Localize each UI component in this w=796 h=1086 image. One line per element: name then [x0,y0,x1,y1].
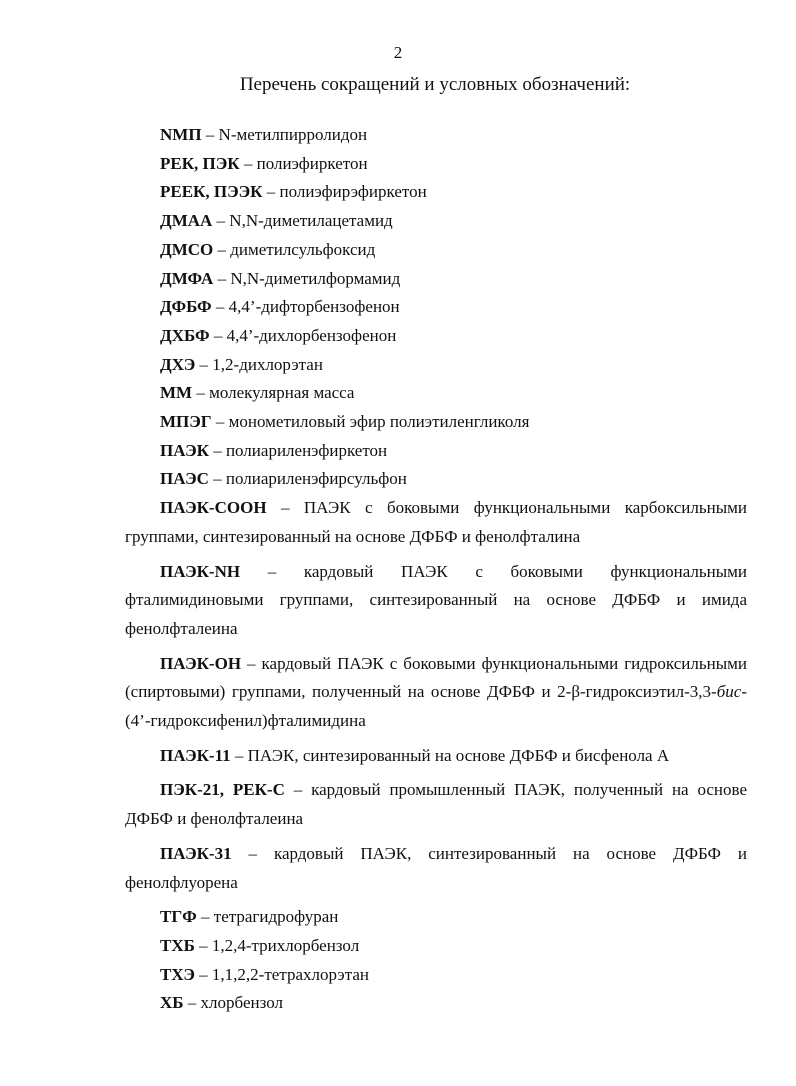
abbreviation-term: МПЭГ [160,412,212,432]
abbreviation-term: ДМСО [160,239,214,259]
abbreviation-entry: ПАЭК-31 – кардовый ПАЭК, синтезированный на основе ДФБФ и фенолфлуорена [125,843,747,892]
abbreviation-term: ДМФА [160,268,214,288]
abbreviation-entry: ПАЭК – полиариленэфиркетон [160,440,388,460]
abbreviation-definition: молекулярная масса [209,383,355,403]
abbreviation-definition: монометиловый эфир полиэтиленгликоля [228,412,530,432]
abbreviation-definition: ПАЭК с боковыми функциональными карбоксильными группами, синтезированный на основе ДФБФ и фенолфталина [125,498,747,546]
abbreviation-term: ПАЭС [160,469,209,489]
abbreviation-term: ДМАА [160,211,213,231]
abbreviation-definition: 1,2-дихлорэтан [212,354,323,374]
abbreviation-definition: диметилсульфоксид [230,239,376,259]
abbreviation-entry: ДФБФ – 4,4’-дифторбензофенон [160,297,400,317]
abbreviation-definition: хлорбензол [200,993,283,1013]
abbreviation-entry: РЕК, ПЭК – полиэфиркетон [160,153,368,173]
abbreviation-definition: кардовый промышленный ПАЭК, полученный на основе ДФБФ и фенолфталеина [125,780,747,829]
abbreviation-term: ПАЭК-11 [160,745,231,765]
abbreviation-term: ТХЭ [160,964,195,984]
page-title: Перечень сокращений и условных обозначений: [239,74,631,95]
abbreviation-entry: ТГФ – тетрагидрофуран [160,907,339,927]
abbreviation-definition: ПАЭК, синтезированный на основе ДФБФ и бисфенола А [247,745,670,765]
abbreviation-definition: тетрагидрофуран [213,907,339,927]
abbreviation-term: ХБ [160,993,184,1013]
abbreviation-definition: 4,4’-дихлорбензофенон [226,325,397,345]
abbreviation-entry: ДХЭ – 1,2-дихлорэтан [160,354,323,374]
abbreviation-definition: полиариленэфиркетон [225,440,388,460]
abbreviation-entry: ПАЭК-OH – кардовый ПАЭК с боковыми функциональными гидроксильными (спиртовыми) группами, полученный на основе ДФБФ и 2-β-гидроксиэтил-3,3-бис-(4’-гидроксифенил)фталимидина [125,653,747,731]
abbreviation-term: ТХБ [160,935,195,955]
abbreviation-term: ДХБФ [160,325,210,345]
page-number: 2 [393,43,403,62]
abbreviation-definition-tail: -(4’-гидроксифенил)фталимидина [125,682,747,731]
abbreviation-term: РЕЕК, ПЭЭК [160,182,263,202]
abbreviation-definition: 1,1,2,2-тетрахлорэтан [211,964,369,984]
abbreviation-term: ПАЭК-31 [160,843,232,863]
abbreviation-definition: полиэфиркетон [256,153,368,173]
abbreviation-definition: кардовый ПАЭК с боковыми функциональными фталимидиновыми группами, синтезированный на основе ДФБФ и имида фенолфталеина [125,561,748,638]
abbreviation-definition: 1,2,4-трихлорбензол [211,935,360,955]
abbreviation-entry: NМП – N-метилпирролидон [160,125,368,144]
abbreviation-term: РЕК, ПЭК [160,153,240,173]
abbreviation-entry: ДМФА – N,N-диметилформамид [160,268,401,288]
abbreviation-entry: ПАЭК-COOH – ПАЭК с боковыми функциональными карбоксильными группами, синтезированный на основе ДФБФ и фенолфталина [125,498,747,546]
abbreviation-term: ПЭК-21, РЕК-С [160,780,285,800]
abbreviation-term: ТГФ [160,907,197,927]
abbreviation-entry: МПЭГ – монометиловый эфир полиэтиленгликоля [160,412,530,432]
abbreviation-entry: ХБ – хлорбензол [160,993,283,1013]
abbreviation-entry: ПАЭС – полиариленэфирсульфон [160,469,407,489]
abbreviation-term: ДФБФ [160,297,212,317]
abbreviation-definition: кардовый ПАЭК с боковыми функциональными гидроксильными (спиртовыми) группами, полученный на основе ДФБФ и 2-β-гидроксиэтил-3,3- [125,653,747,702]
abbreviation-entry: ДМАА – N,N-диметилацетамид [160,211,393,231]
abbreviation-entry: ПАЭК-11 – ПАЭК, синтезированный на основе ДФБФ и бисфенола А [160,745,670,765]
abbreviation-definition: кардовый ПАЭК, синтезированный на основе ДФБФ и фенолфлуорена [125,843,747,892]
abbreviation-entry: ПАЭК-NH – кардовый ПАЭК с боковыми функциональными фталимидиновыми группами, синтезированный на основе ДФБФ и имида фенолфталеина [125,561,748,638]
abbreviation-definition: N,N-диметилацетамид [229,211,393,231]
abbreviation-entry: ПЭК-21, РЕК-С – кардовый промышленный ПАЭК, полученный на основе ДФБФ и фенолфталеина [125,780,747,829]
abbreviation-entry: ДМСО – диметилсульфоксид [160,239,376,259]
abbreviation-definition: полиариленэфирсульфон [225,469,407,489]
abbreviation-entry: ТХБ – 1,2,4-трихлорбензол [160,935,360,955]
abbreviation-definition: 4,4’-дифторбензофенон [228,297,400,317]
abbreviation-term: NМП [160,125,202,144]
abbreviation-entry: ТХЭ – 1,1,2,2-тетрахлорэтан [160,964,369,984]
abbreviation-definition: N,N-диметилформамид [230,268,401,288]
abbreviation-term: ПАЭК-OH [160,653,242,673]
abbreviation-term: ДХЭ [160,354,196,374]
abbreviation-definition-italic: бис [716,682,742,702]
abbreviation-definition: полиэфирэфиркетон [279,182,427,202]
abbreviation-term: ПАЭК-NH [160,561,241,581]
abbreviation-definition: N-метилпирролидон [218,125,368,144]
abbreviation-term: ПАЭК [160,440,209,460]
abbreviation-term: ПАЭК-COOH [160,498,267,518]
abbreviation-list [125,121,747,1018]
abbreviation-entry: ММ – молекулярная масса [160,383,355,403]
abbreviation-entry: РЕЕК, ПЭЭК – полиэфирэфиркетон [160,182,427,202]
abbreviation-entry: ДХБФ – 4,4’-дихлорбензофенон [160,325,397,345]
abbreviation-term: ММ [160,383,193,403]
